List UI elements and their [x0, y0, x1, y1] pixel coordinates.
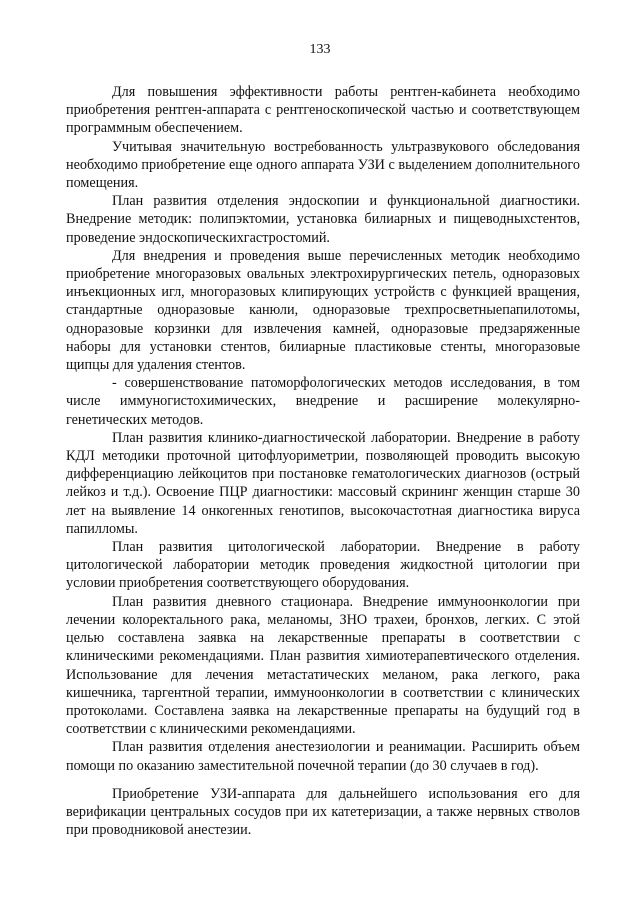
document-body — [66, 83, 580, 839]
paragraph-clinical-lab: План развития клинико-диагностической лаборатории. Внедрение в работу КДЛ методики проточной цитофлуориметрии, позволяющей проводить высокую дифференциацию лейкоцитов при постановке гематологических диагнозов (острый лейкоз и т.д.). Освоение ПЦР диагностики: массовый скрининг женщин старше 30 лет на выявление 14 онкогенных генотипов, высокочастотная диагностика вируса папилломы. — [66, 429, 580, 537]
paragraph-endoscopy-plan: План развития отделения эндоскопии и функциональной диагностики. Внедрение методик: полипэктомии, установка билиарных и пищеводныхстентов, проведение эндоскопическихгастростомий. — [66, 193, 580, 246]
paragraph-xray: Для повышения эффективности работы рентген-кабинета необходимо приобретения рентген-аппарата с рентгеноскопической частью и соответствующем программным обеспечением. — [66, 84, 580, 137]
paragraph-day-hospital: План развития дневного стационара. Внедрение иммуноонкологии при лечении колоректального рака, меланомы, ЗНО трахеи, бронхов, легких. С этой целью составлена заявка на лекарственные препараты в соответствии с клиническими рекомендациями. План развития химиотерапевтического отделения. Использование для лечения метастатических меланом, рака легкого, рака кишечника, таргентной терапии, иммуноонкологии в соответствии с клинических протоколами. Составлена заявка на лекарственные препараты на будущий год в соответствии с клиническими рекомендациями. — [66, 593, 580, 738]
paragraph-cytology-lab: План развития цитологической лаборатории. Внедрение в работу цитологической лаборатории методик проведения жидкостной цитологии при условии приобретения соответствующего оборудования. — [66, 539, 580, 592]
paragraph-anesthesiology: План развития отделения анестезиологии и реанимации. Расширить объем помощи по оказанию заместительной почечной терапии (до 30 случаев в год). — [66, 739, 580, 774]
paragraph-pathomorphology: - совершенствование патоморфологических методов исследования, в том числе иммуногистохимических, внедрение и расширение молекулярно-генетических методов. — [66, 375, 580, 428]
paragraph-ultrasound: Учитывая значительную востребованность ультразвукового обследования необходимо приобретение еще одного аппарата УЗИ с выделением дополнительного помещения. — [66, 138, 580, 192]
paragraph-ultrasound-device: Приобретение УЗИ-аппарата для дальнейшего использования его для верификации центральных сосудов при их катетеризации, а также нервных стволов при проводниковой анестезии. — [66, 785, 580, 839]
paragraph-endoscopy-equipment: Для внедрения и проведения выше перечисленных методик необходимо приобретение многоразовых овальных электрохирургических петель, одноразовых инъекционных игл, многоразовых клипирующих устройств с функцией вращения, стандартные одноразовые канюли, одноразовые трехпросветныепапилотомы, одноразовые корзинки для извлечения камней, одноразовые предзаряженные наборы для установки стентов, билиарные пластиковые стенты, многоразовые щипцы для удаления стентов. — [66, 247, 580, 374]
page-number: 133 — [309, 42, 331, 57]
